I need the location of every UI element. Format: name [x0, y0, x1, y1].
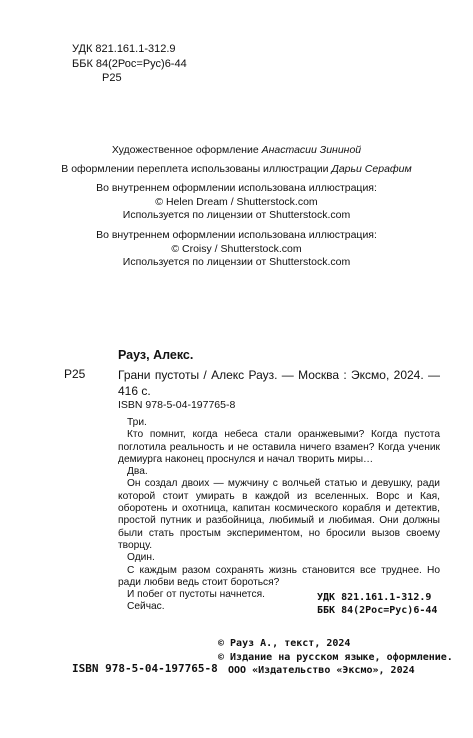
annotation-paragraph: Он создал двоих — мужчину с волчьей статью и девушку, ради которой стоит умирать в каждой из вселенных. Ворс и Кая, оборотень и охотница, капитан космического корабля и детектив, простой путник и разбойница, любимый и любимая. Они должны были стать простым экспериментом, но бросили вызов своему творцу.	[118, 478, 440, 551]
footer-codes	[317, 591, 437, 617]
author-mark: Р25	[102, 72, 122, 84]
record-isbn: ISBN 978-5-04-197765-8	[118, 399, 236, 411]
illustration-credit-1: Во внутреннем оформлении использована иллюстрация: © Helen Dream / Shutterstock.com Используется по лицензии от Shutterstock.com	[96, 182, 377, 221]
footer-isbn: ISBN 978-5-04-197765-8	[72, 662, 218, 675]
catalog-codes	[72, 42, 187, 86]
copyright-line: © Издание на русском языке, оформление.	[218, 651, 453, 663]
annotation-paragraph: Два.	[127, 466, 148, 478]
bbk-code: ББК 84(2Рос=Рус)6-44	[72, 57, 187, 70]
design-credit: Художественное оформление Анастасии Зининой	[111, 144, 362, 156]
cover-credit: В оформлении переплета использованы иллюстрации Дарьи Серафим	[61, 163, 412, 175]
bibliographic-description: Грани пустоты / Алекс Рауз. — Москва : Эксмо, 2024. — 416 с.	[118, 368, 440, 398]
index-code: Р25	[64, 367, 86, 381]
annotation-paragraph: С каждым разом сохранять жизнь становится все труднее. Но ради любви ведь стоит бороться?	[118, 564, 440, 588]
annotation	[118, 417, 440, 614]
annotation-paragraph: Сейчас.	[127, 601, 165, 613]
footer-bbk: ББК 84(2Рос=Рус)6-44	[317, 605, 438, 616]
copyright-block	[218, 637, 453, 678]
annotation-paragraph: И побег от пустоты начнется.	[127, 589, 265, 601]
illustration-credit-2: Во внутреннем оформлении использована иллюстрация: © Croisy / Shutterstock.com Используется по лицензии от Shutterstock.com	[96, 229, 377, 268]
author-heading: Рауз, Алекс.	[118, 348, 194, 362]
copyright-line: ООО «Издательство «Эксмо», 2024	[228, 665, 415, 676]
illustrator-name: Дарьи Серафим	[331, 163, 412, 175]
annotation-paragraph: Один.	[127, 552, 155, 564]
copyright-line: © Рауз А., текст, 2024	[218, 638, 351, 649]
annotation-paragraph: Кто помнит, когда небеса стали оранжевыми? Когда пустота поглотила реальность и не оставила ничего взамен? Когда ученик демиурга наконец проснулся и начал творить миры…	[118, 429, 440, 465]
footer-udk: УДК 821.161.1-312.9	[317, 592, 432, 603]
annotation-paragraph: Три.	[127, 417, 147, 428]
udk-code: УДК 821.161.1-312.9	[72, 43, 176, 55]
designer-name: Анастасии Зининой	[261, 144, 362, 156]
